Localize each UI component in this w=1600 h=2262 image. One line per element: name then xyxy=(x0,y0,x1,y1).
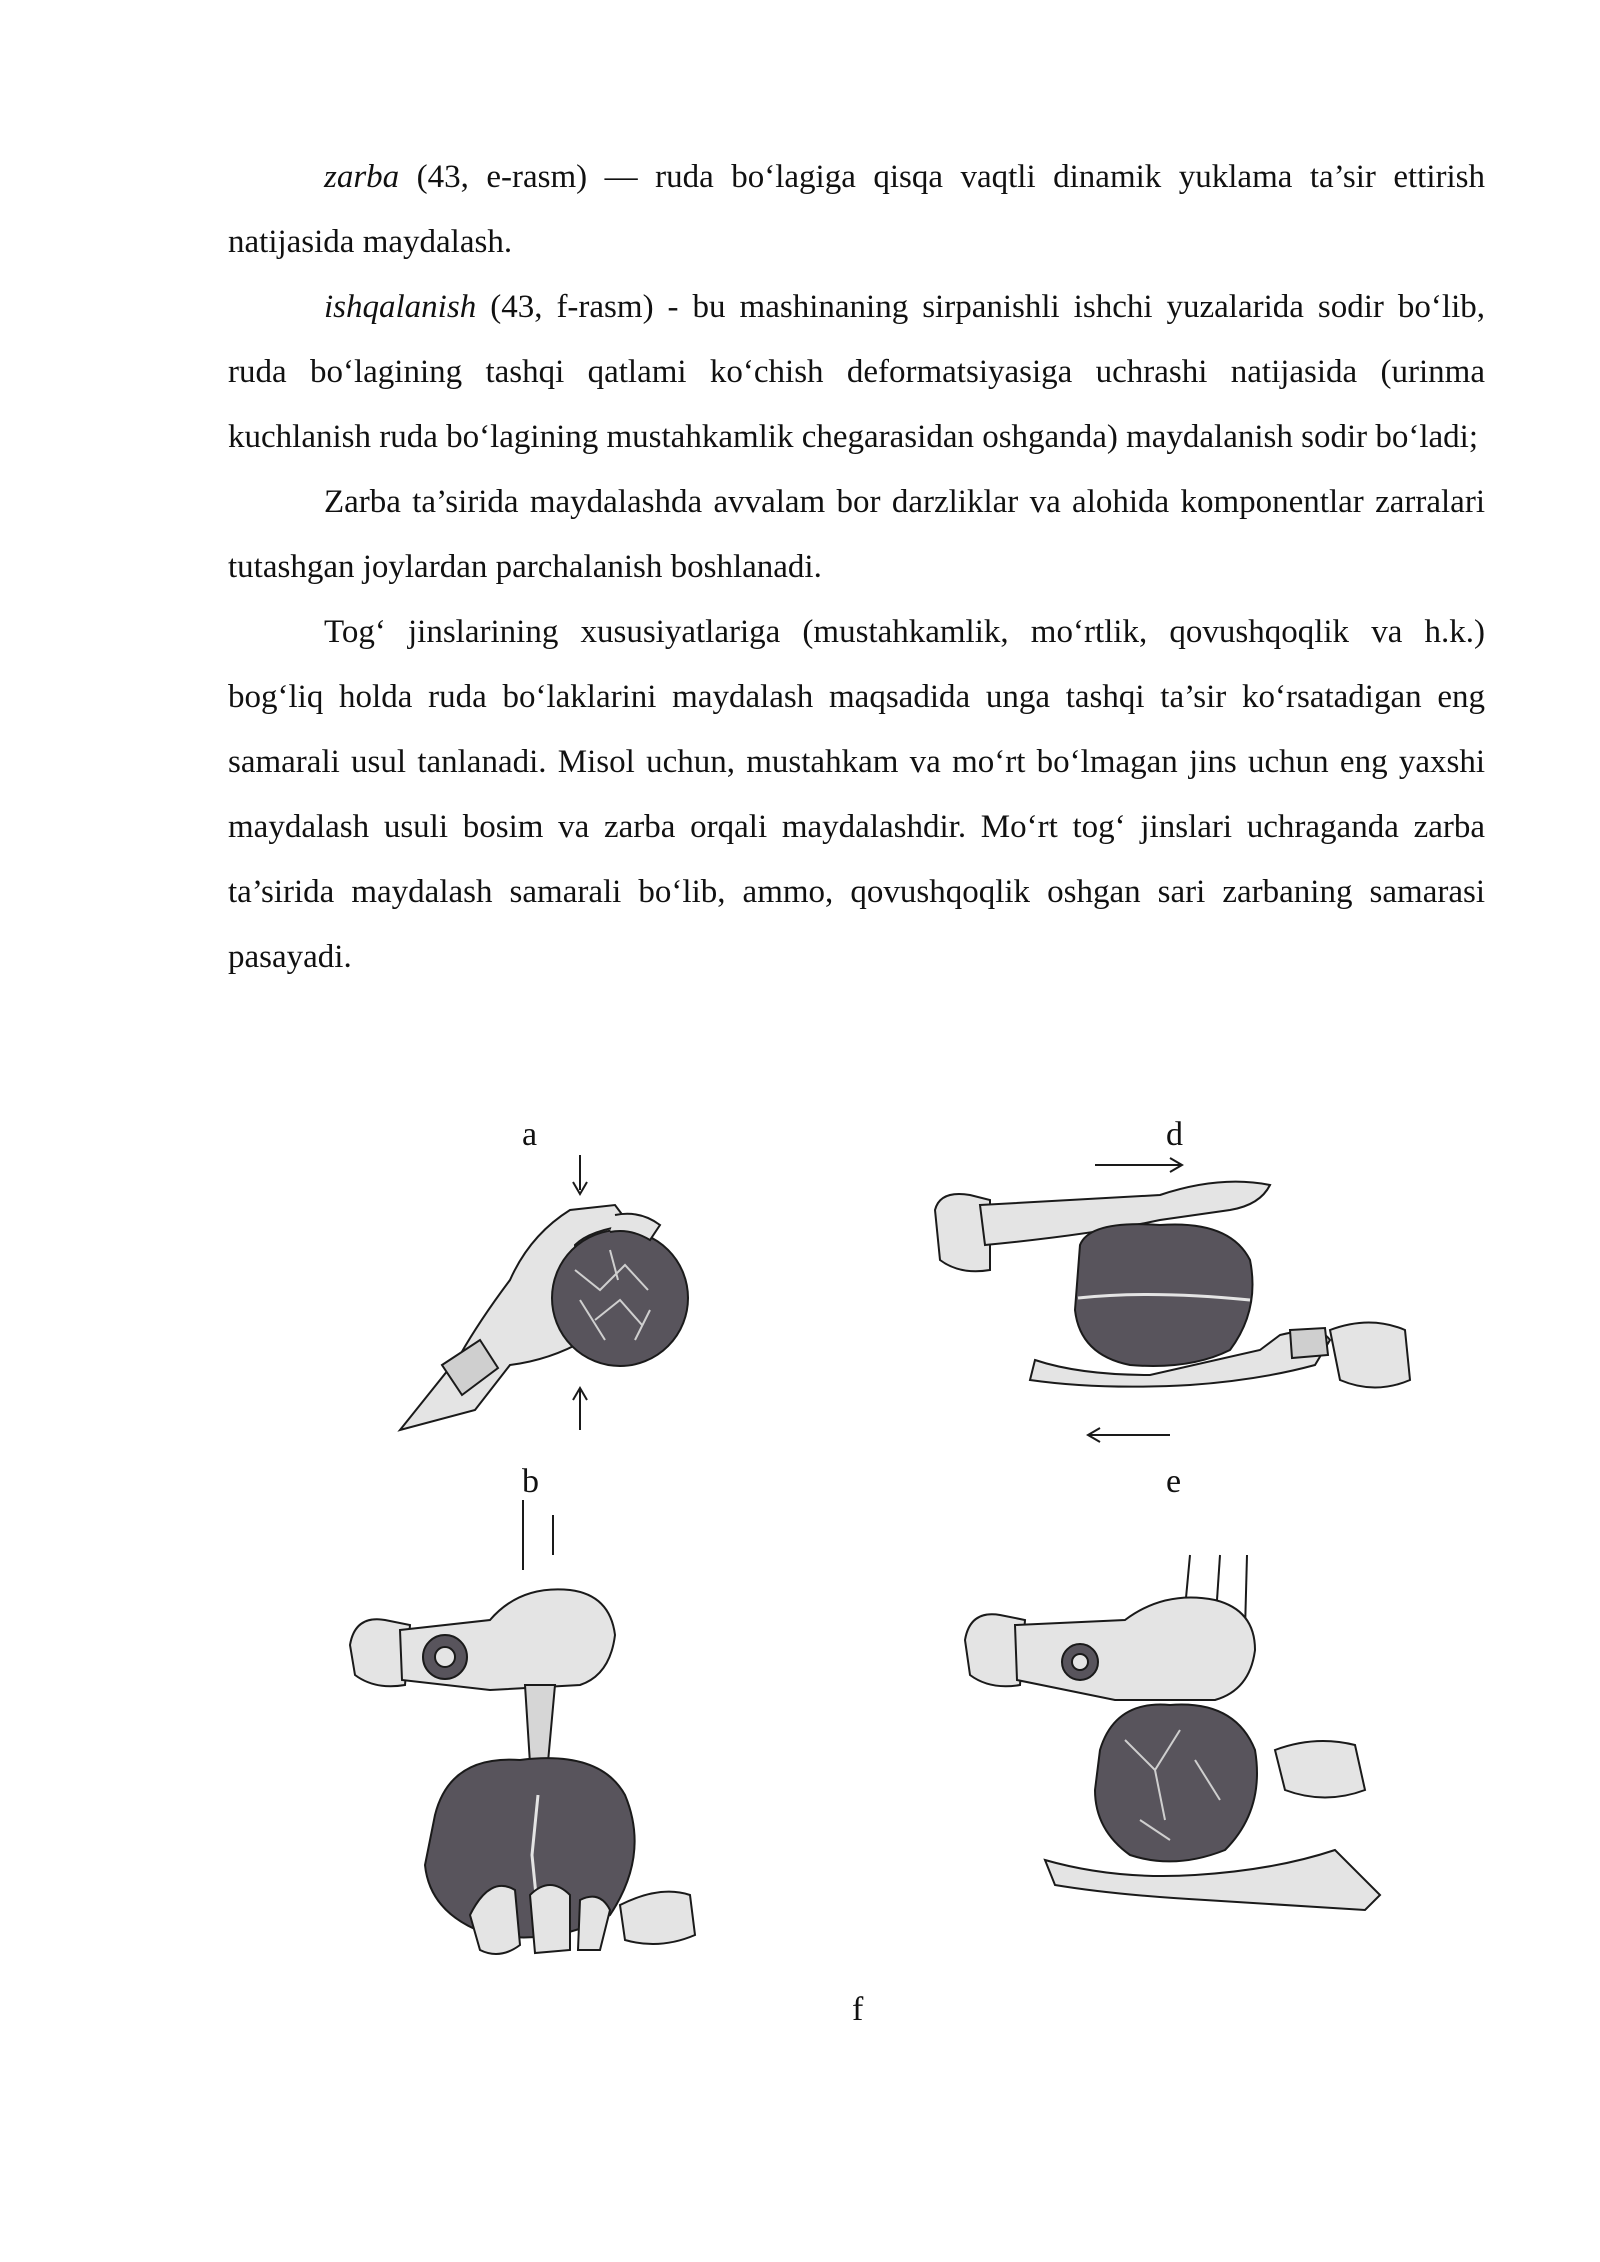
illustration-shear xyxy=(930,1150,1420,1450)
paragraph-ishqalanish xyxy=(228,275,1485,470)
paragraph-tog-jinslari xyxy=(228,600,1485,990)
paragraph-zarba xyxy=(228,145,1485,275)
shear-drawing xyxy=(930,1150,1420,1450)
illustration-impact xyxy=(955,1550,1405,1940)
compression-drawing xyxy=(380,1150,700,1440)
paragraph-zarba-text: (43, e-rasm) — ruda bo‘lagiga qisqa vaqtli dinamik yuklama ta’sir ettirish natijasida maydalash. xyxy=(228,159,1485,260)
figure-label-e: e xyxy=(1166,1463,1182,1500)
splitting-drawing xyxy=(340,1495,720,1970)
illustration-splitting xyxy=(340,1495,720,1970)
figure-label-d: d xyxy=(1166,1116,1183,1153)
body-text xyxy=(228,145,1485,990)
figure-label-a: a xyxy=(522,1116,538,1153)
impact-drawing xyxy=(955,1550,1405,1940)
paragraph-zarba-tasirida xyxy=(228,470,1485,600)
figure-label-b: b xyxy=(522,1463,539,1500)
paragraph-zarba-tasirida-text: Zarba ta’sirida maydalashda avvalam bor darzliklar va alohida komponentlar zarralari tutashgan joylardan parchalanish boshlanadi. xyxy=(228,484,1485,585)
figure-label-f: f xyxy=(852,1991,864,2028)
term-zarba: zarba xyxy=(324,159,400,195)
paragraph-tog-jinslari-text: Tog‘ jinslarining xususiyatlariga (mustahkamlik, mo‘rtlik, qovushqoqlik va h.k.) bog‘liq holda ruda bo‘laklarini maydalash maqsadida unga tashqi ta’sir ko‘rsatadigan eng samarali usul tanlanadi. Misol uchun, mustahkam va mo‘rt bo‘lmagan jins uchun eng yaxshi maydalash usuli bosim va zarba orqali maydalashdir. Mo‘rt tog‘ jinslari uchraganda zarba ta’sirida maydalash samarali bo‘lib, ammo, qovushqoqlik oshgan sari zarbaning samarasi pasayadi. xyxy=(228,614,1485,975)
paragraph-ishqalanish-text: (43, f-rasm) - bu mashinaning sirpanishli ishchi yuzalarida sodir bo‘lib, ruda bo‘lagining tashqi qatlami ko‘chish deformatsiyasiga uchrashi natijasida (urinma kuchlanish ruda bo‘lagining mustahkamlik chegarasidan oshganda) maydalanish sodir bo‘ladi; xyxy=(228,289,1485,455)
term-ishqalanish: ishqalanish xyxy=(324,289,477,325)
illustration-compression xyxy=(380,1150,700,1440)
